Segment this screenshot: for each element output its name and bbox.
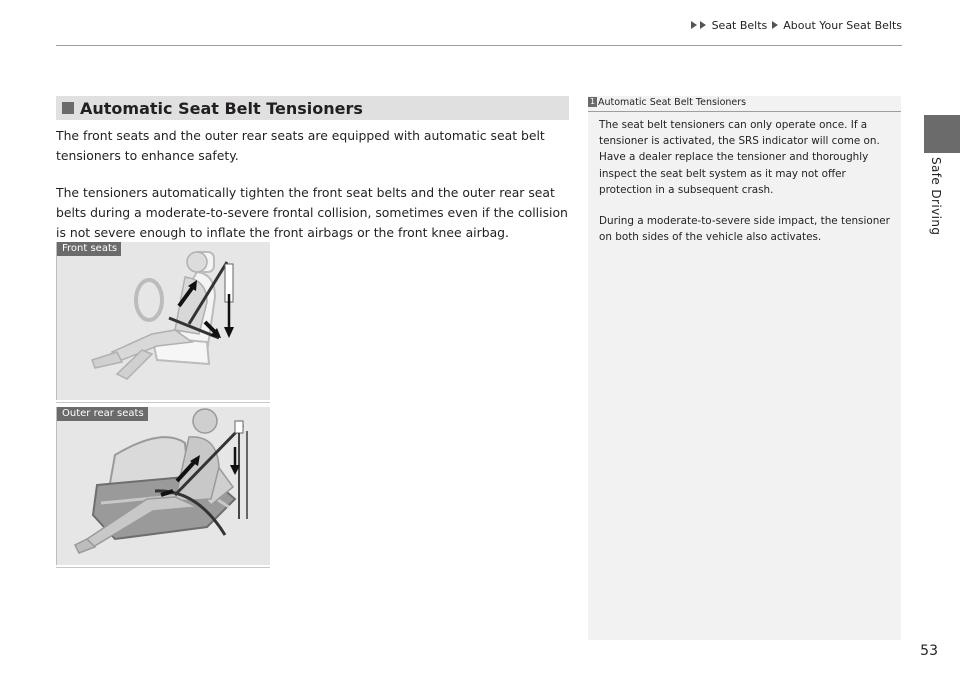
breadcrumb-item-seat-belts[interactable]: Seat Belts — [711, 19, 768, 32]
figure-label-outer-rear-seats: Outer rear seats — [57, 407, 148, 421]
page-number: 53 — [920, 643, 938, 659]
rear-seat-drawing — [57, 407, 270, 565]
front-seats-illustration — [56, 242, 270, 400]
chapter-tab-label: Safe Driving — [929, 157, 943, 236]
body-paragraph-2: The tensioners automatically tighten the front seat belts and the outer rear seat belts during a moderate-to-severe frontal collision, sometimes even if the collision is not severe enough to inflate the front airbags or the front knee airbag. — [56, 185, 568, 240]
arrow-right-icon — [700, 21, 706, 29]
sidebar-paragraph-1: The seat belt tensioners can only operate once. If a tensioner is activated, the SRS indicator will come on. Have a dealer replace the tensioner and thoroughly inspect the seat belt system as it may not offer protection in a subsequent crash. — [599, 119, 880, 196]
figure-rule — [56, 402, 270, 403]
outer-rear-seats-illustration — [56, 407, 270, 565]
front-seat-drawing — [57, 242, 270, 400]
sidebar-rule — [588, 111, 901, 112]
sidebar-note-heading — [588, 97, 901, 111]
sidebar-note-title: Automatic Seat Belt Tensioners — [598, 97, 747, 108]
figure-label-front-seats: Front seats — [57, 242, 121, 256]
section-title: Automatic Seat Belt Tensioners — [80, 98, 363, 118]
chapter-tab — [924, 115, 960, 153]
breadcrumb-item-about-your-seat-belts[interactable]: About Your Seat Belts — [783, 19, 902, 32]
header-rule — [56, 45, 902, 46]
section-heading-bar — [56, 96, 569, 120]
section-square-icon — [62, 102, 74, 114]
breadcrumb — [504, 19, 902, 32]
figure-rule — [56, 567, 270, 568]
note-number-badge: 1 — [589, 96, 596, 106]
sidebar-paragraph-2: During a moderate-to-severe side impact, the tensioner on both sides of the vehicle also activates. — [599, 215, 890, 244]
body-paragraph-1: The front seats and the outer rear seats are equipped with automatic seat belt tensioners to enhance safety. — [56, 128, 545, 163]
arrow-right-icon — [772, 21, 778, 29]
arrow-right-icon — [691, 21, 697, 29]
